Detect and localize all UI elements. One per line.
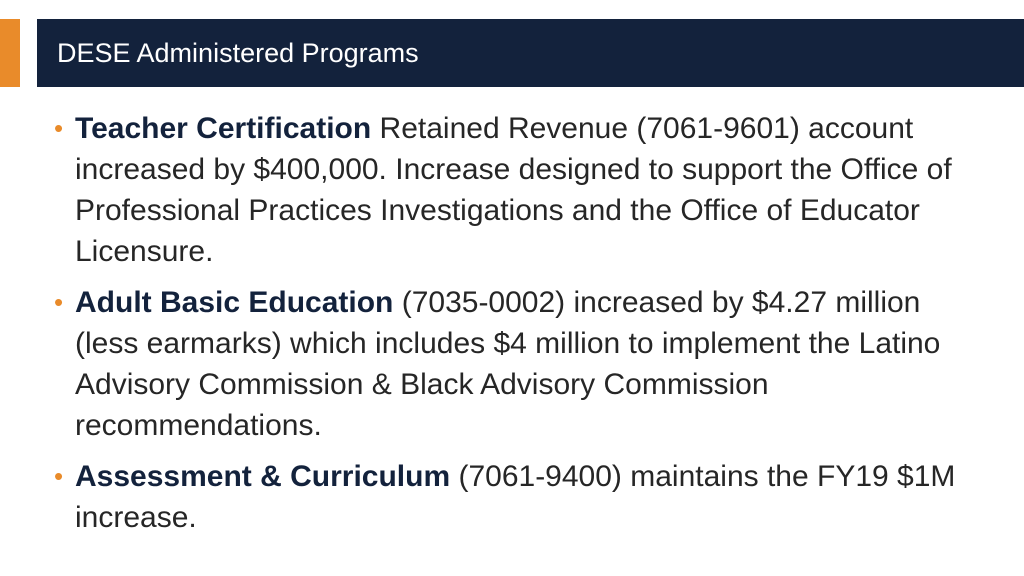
bullet-item xyxy=(52,456,982,538)
bullet-term: Teacher Certification xyxy=(75,112,372,145)
bullet-icon: • xyxy=(54,287,64,317)
bullet-term: Assessment & Curriculum xyxy=(75,460,451,493)
bullet-list xyxy=(52,108,982,548)
header-bar xyxy=(37,19,1024,87)
bullet-icon: • xyxy=(54,461,64,491)
slide-title: DESE Administered Programs xyxy=(57,38,419,68)
bullet-item xyxy=(52,282,982,446)
bullet-text: (7035-0002) increased by $4.27 million (less earmarks) which includes $4 million to implement the Latino Advisory Commission & Black Advisory Commission recommendations. xyxy=(75,286,941,442)
bullet-icon: • xyxy=(54,113,64,143)
bullet-item xyxy=(52,108,982,272)
bullet-term: Adult Basic Education xyxy=(75,286,394,319)
bullet-text: Retained Revenue (7061-9601) account increased by $400,000. Increase designed to support the Office of Professional Practices Investigations and the Office of Educator Licensure. xyxy=(75,112,952,268)
bullet-text: (7061-9400) maintains the FY19 $1M increase. xyxy=(75,460,956,534)
accent-bar xyxy=(0,19,20,87)
